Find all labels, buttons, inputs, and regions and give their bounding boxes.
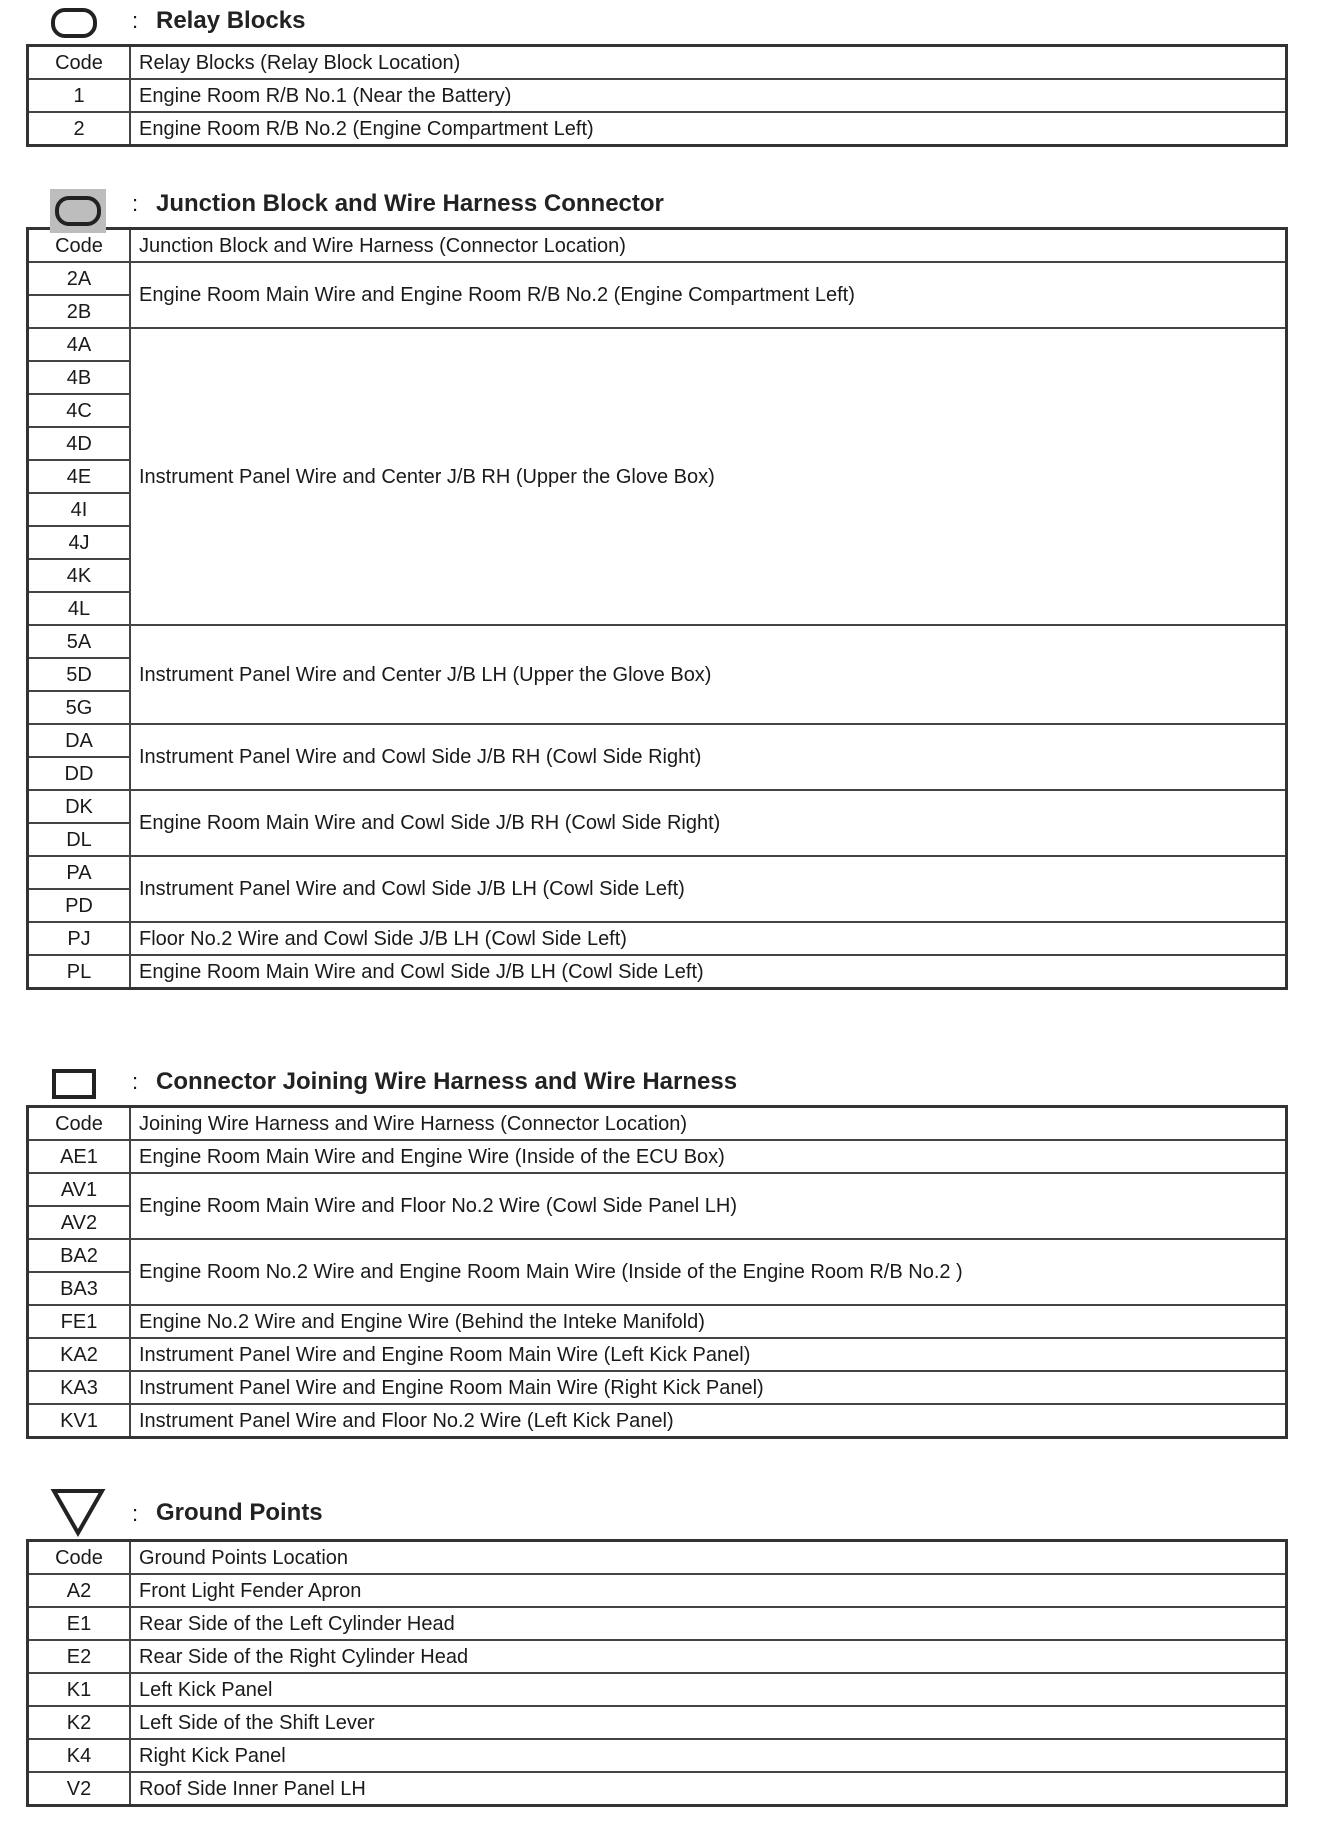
location-cell: Floor No.2 Wire and Cowl Side J/B LH (Cowl Side Left) — [130, 922, 1287, 955]
location-cell: Front Light Fender Apron — [130, 1574, 1287, 1607]
table-row — [28, 790, 1287, 823]
location-column-header: Relay Blocks (Relay Block Location) — [130, 46, 1287, 80]
junction-block-header — [26, 183, 1288, 227]
code-cell: K2 — [28, 1706, 131, 1739]
code-cell: 2 — [28, 112, 131, 146]
location-cell: Engine Room R/B No.2 (Engine Compartment Left) — [130, 112, 1287, 146]
code-cell: V2 — [28, 1772, 131, 1806]
connector-joining-header — [26, 1061, 1288, 1105]
relay-blocks-header — [26, 0, 1288, 44]
table-row — [28, 625, 1287, 658]
table-row — [28, 1239, 1287, 1272]
code-cell: DA — [28, 724, 131, 757]
location-cell: Engine No.2 Wire and Engine Wire (Behind the Inteke Manifold) — [130, 1305, 1287, 1338]
code-cell: BA3 — [28, 1272, 131, 1305]
location-cell: Engine Room No.2 Wire and Engine Room Main Wire (Inside of the Engine Room R/B No.2 ) — [130, 1239, 1287, 1305]
location-cell: Left Side of the Shift Lever — [130, 1706, 1287, 1739]
code-column-header: Code — [28, 1541, 131, 1575]
ground-points-section — [26, 1487, 1288, 1807]
code-cell: FE1 — [28, 1305, 131, 1338]
rectangle-outline-icon — [50, 1067, 100, 1106]
code-cell: 5A — [28, 625, 131, 658]
table-row — [28, 79, 1287, 112]
table-row — [28, 1173, 1287, 1206]
table-row — [28, 1706, 1287, 1739]
location-cell: Instrument Panel Wire and Engine Room Main Wire (Left Kick Panel) — [130, 1338, 1287, 1371]
table-row — [28, 1371, 1287, 1404]
table-row — [28, 1640, 1287, 1673]
section-colon: : — [132, 1501, 139, 1526]
code-cell: K1 — [28, 1673, 131, 1706]
code-cell: AV1 — [28, 1173, 131, 1206]
connector-joining-section — [26, 1061, 1288, 1439]
code-cell: 5D — [28, 658, 131, 691]
code-cell: 4C — [28, 394, 131, 427]
connector-joining-table — [26, 1105, 1288, 1439]
location-cell: Instrument Panel Wire and Center J/B RH (Upper the Glove Box) — [130, 328, 1287, 625]
section-colon: : — [132, 191, 139, 216]
ground-points-header — [26, 1487, 1288, 1535]
table-row — [28, 1574, 1287, 1607]
location-cell: Engine Room Main Wire and Cowl Side J/B RH (Cowl Side Right) — [130, 790, 1287, 856]
code-cell: 4D — [28, 427, 131, 460]
location-column-header: Joining Wire Harness and Wire Harness (Connector Location) — [130, 1107, 1287, 1141]
code-cell: 5G — [28, 691, 131, 724]
relay-blocks-table — [26, 44, 1288, 147]
section-title: Relay Blocks — [156, 7, 306, 34]
table-row — [28, 1305, 1287, 1338]
table-row — [28, 955, 1287, 989]
section-title: Junction Block and Wire Harness Connector — [156, 190, 664, 217]
section-title: Ground Points — [156, 1499, 323, 1526]
table-row — [28, 1607, 1287, 1640]
code-cell: PJ — [28, 922, 131, 955]
location-column-header: Junction Block and Wire Harness (Connector Location) — [130, 229, 1287, 263]
code-cell: KV1 — [28, 1404, 131, 1438]
location-cell: Rear Side of the Right Cylinder Head — [130, 1640, 1287, 1673]
rounded-rectangle-outline-icon — [50, 6, 100, 45]
location-cell: Instrument Panel Wire and Engine Room Main Wire (Right Kick Panel) — [130, 1371, 1287, 1404]
table-row — [28, 1739, 1287, 1772]
table-row — [28, 262, 1287, 295]
code-cell: DD — [28, 757, 131, 790]
code-column-header: Code — [28, 1107, 131, 1141]
location-column-header: Ground Points Location — [130, 1541, 1287, 1575]
code-cell: K4 — [28, 1739, 131, 1772]
code-cell: 4K — [28, 559, 131, 592]
table-row — [28, 1338, 1287, 1371]
relay-blocks-section — [26, 0, 1288, 147]
location-cell: Instrument Panel Wire and Cowl Side J/B LH (Cowl Side Left) — [130, 856, 1287, 922]
section-colon: : — [132, 1069, 139, 1094]
code-cell: AE1 — [28, 1140, 131, 1173]
table-row — [28, 724, 1287, 757]
ground-triangle-icon — [50, 1487, 106, 1542]
code-cell: AV2 — [28, 1206, 131, 1239]
location-cell: Rear Side of the Left Cylinder Head — [130, 1607, 1287, 1640]
code-cell: PL — [28, 955, 131, 989]
section-title: Connector Joining Wire Harness and Wire Harness — [156, 1068, 738, 1095]
code-cell: 2A — [28, 262, 131, 295]
junction-block-table — [26, 227, 1288, 990]
ground-points-table — [26, 1539, 1288, 1807]
code-cell: 2B — [28, 295, 131, 328]
code-cell: 4J — [28, 526, 131, 559]
location-cell: Engine Room R/B No.1 (Near the Battery) — [130, 79, 1287, 112]
table-row — [28, 1772, 1287, 1806]
code-cell: PD — [28, 889, 131, 922]
location-cell: Engine Room Main Wire and Floor No.2 Wire (Cowl Side Panel LH) — [130, 1173, 1287, 1239]
location-cell: Instrument Panel Wire and Cowl Side J/B RH (Cowl Side Right) — [130, 724, 1287, 790]
location-cell: Right Kick Panel — [130, 1739, 1287, 1772]
code-column-header: Code — [28, 229, 131, 263]
table-row — [28, 112, 1287, 146]
location-cell: Left Kick Panel — [130, 1673, 1287, 1706]
code-cell: DK — [28, 790, 131, 823]
code-cell: 4E — [28, 460, 131, 493]
table-header-row — [28, 1541, 1287, 1575]
junction-block-section — [26, 183, 1288, 990]
table-row — [28, 856, 1287, 889]
location-cell: Instrument Panel Wire and Center J/B LH (Upper the Glove Box) — [130, 625, 1287, 724]
code-cell: A2 — [28, 1574, 131, 1607]
table-row — [28, 1404, 1287, 1438]
table-row — [28, 1140, 1287, 1173]
table-row — [28, 922, 1287, 955]
code-cell: DL — [28, 823, 131, 856]
code-cell: KA2 — [28, 1338, 131, 1371]
code-cell: 4L — [28, 592, 131, 625]
location-cell: Instrument Panel Wire and Floor No.2 Wire (Left Kick Panel) — [130, 1404, 1287, 1438]
code-column-header: Code — [28, 46, 131, 80]
table-header-row — [28, 1107, 1287, 1141]
table-header-row — [28, 46, 1287, 80]
code-cell: 1 — [28, 79, 131, 112]
code-cell: KA3 — [28, 1371, 131, 1404]
code-cell: PA — [28, 856, 131, 889]
code-cell: E1 — [28, 1607, 131, 1640]
code-cell: 4B — [28, 361, 131, 394]
location-cell: Roof Side Inner Panel LH — [130, 1772, 1287, 1806]
code-cell: 4A — [28, 328, 131, 361]
location-cell: Engine Room Main Wire and Engine Room R/B No.2 (Engine Compartment Left) — [130, 262, 1287, 328]
table-row — [28, 1673, 1287, 1706]
code-cell: E2 — [28, 1640, 131, 1673]
code-cell: BA2 — [28, 1239, 131, 1272]
table-row — [28, 328, 1287, 361]
code-cell: 4I — [28, 493, 131, 526]
shaded-rounded-rectangle-icon — [50, 189, 106, 238]
location-cell: Engine Room Main Wire and Engine Wire (Inside of the ECU Box) — [130, 1140, 1287, 1173]
section-colon: : — [132, 8, 139, 33]
location-cell: Engine Room Main Wire and Cowl Side J/B LH (Cowl Side Left) — [130, 955, 1287, 989]
table-header-row — [28, 229, 1287, 263]
